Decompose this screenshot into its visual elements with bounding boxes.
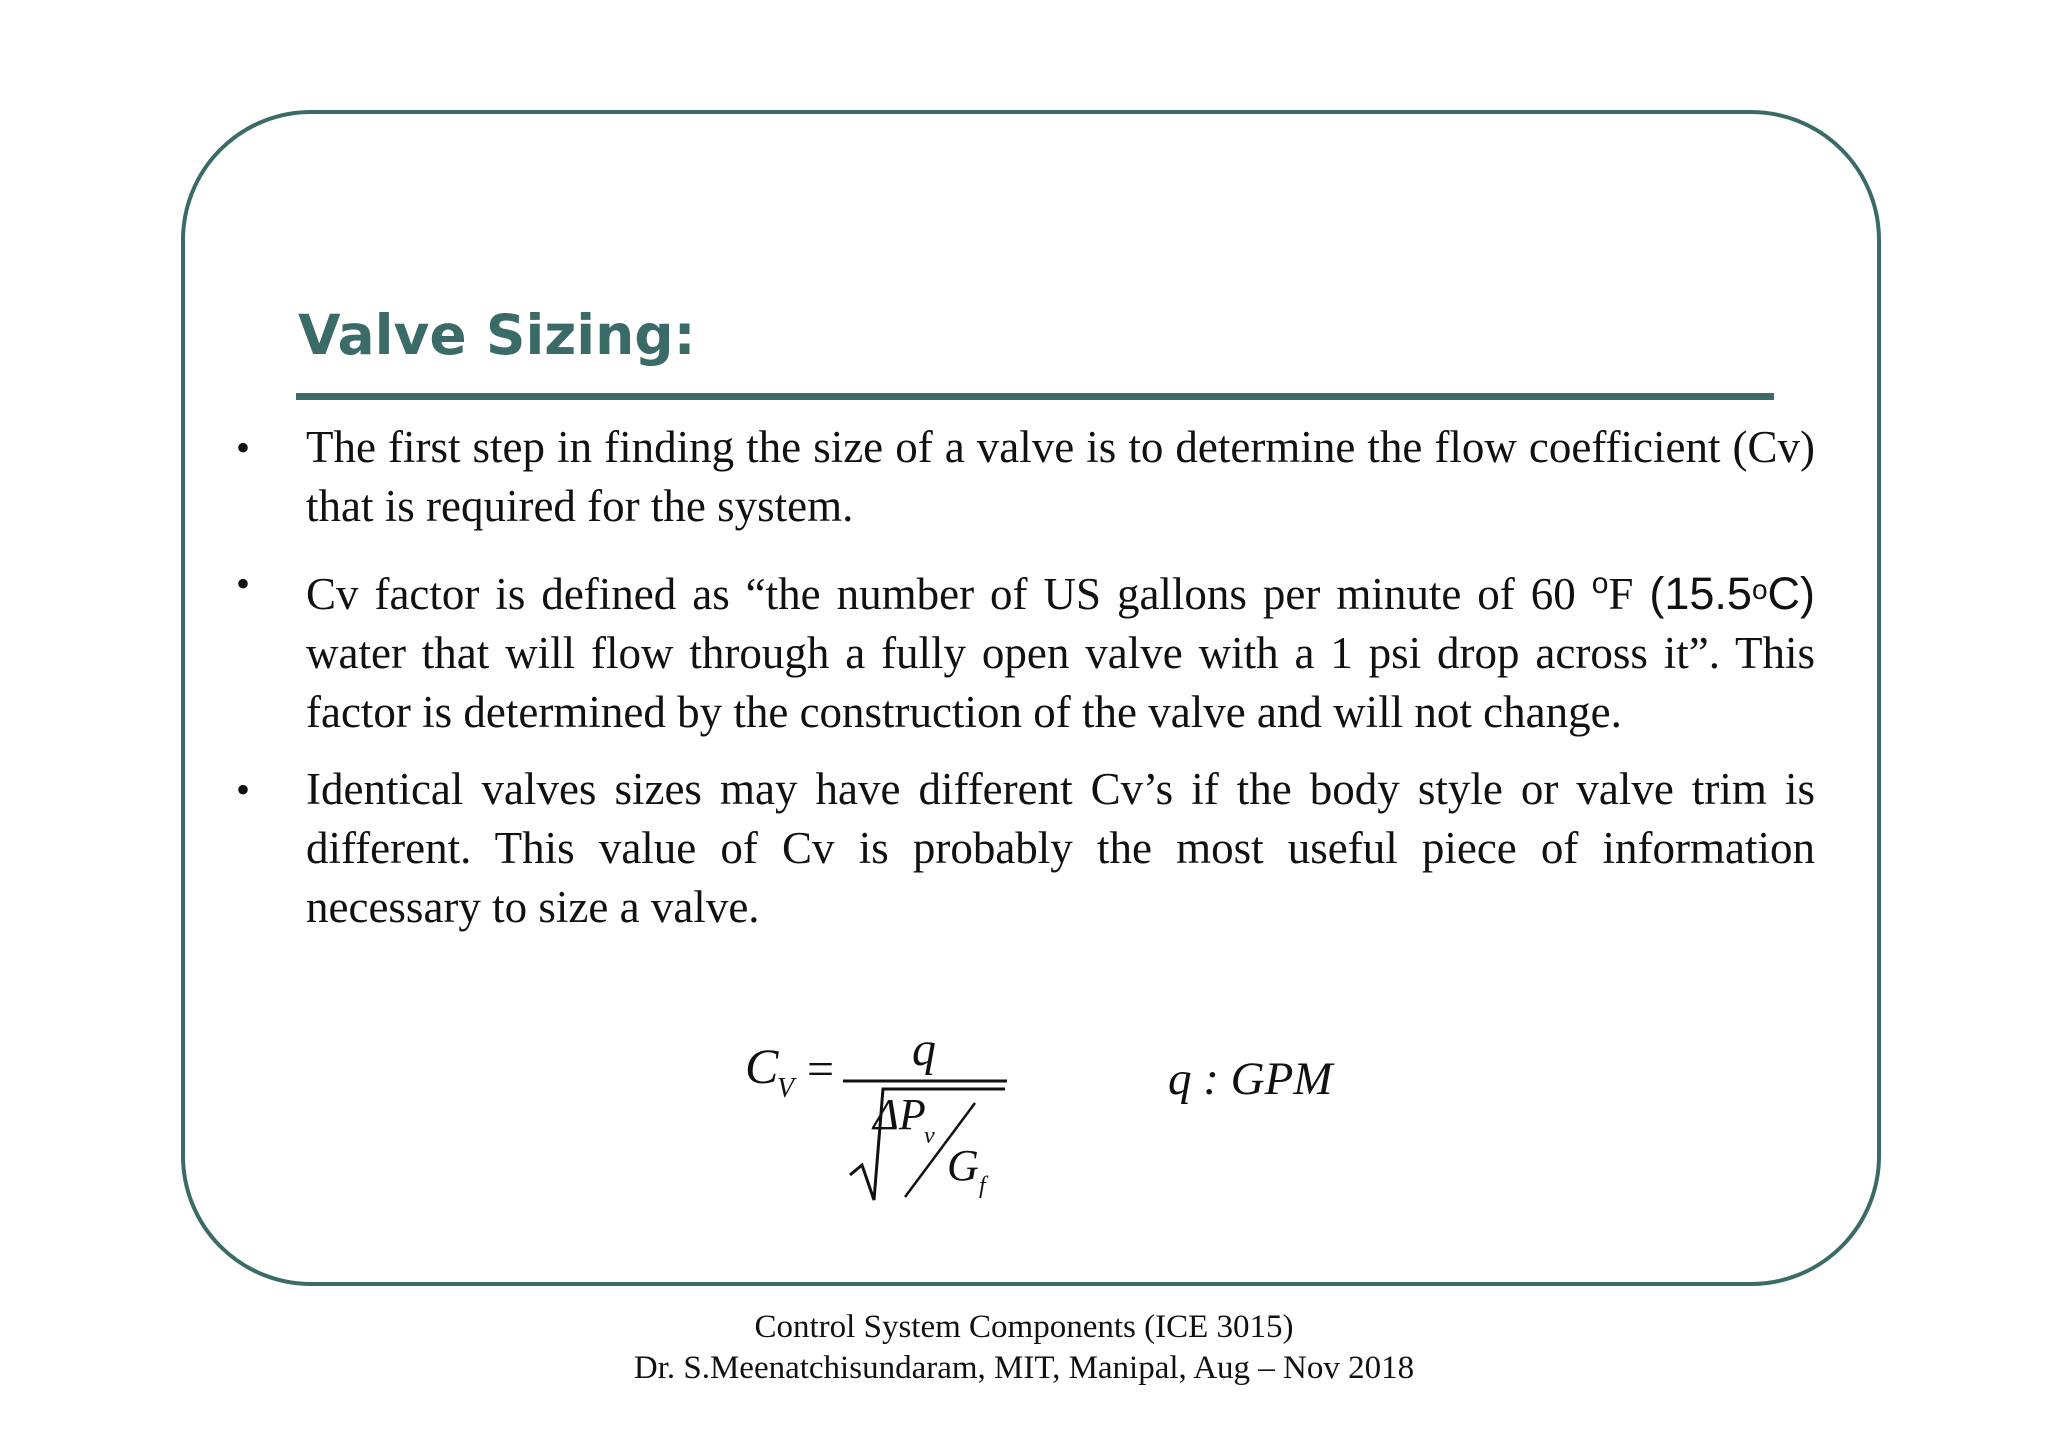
title-underline <box>296 393 1774 400</box>
celsius-open: (15.5 <box>1649 568 1752 619</box>
formula-delta-p-sub: v <box>924 1123 935 1149</box>
degree-sup-c: o <box>1751 574 1768 605</box>
bullet-text-3: Identical valves sizes may have different Cv’s if the body style or valve trim is different. This value of Cv is probably the most useful piece of information necessary to size a valve. <box>306 764 1815 932</box>
bullet-icon: • <box>236 561 251 606</box>
footer-course: Control System Components (ICE 3015) <box>754 1309 1294 1345</box>
bullet-list <box>230 418 1815 955</box>
formula-side-note: q : GPM <box>1168 1053 1333 1105</box>
slide-title: Valve Sizing: <box>298 303 696 367</box>
degree-sup-f: o <box>1591 567 1609 600</box>
celsius-close: C) <box>1767 568 1816 619</box>
bullet-item-1 <box>230 418 1815 536</box>
formula-delta-p: ΔP <box>873 1090 926 1139</box>
formula-equals: = <box>807 1043 835 1096</box>
cv-formula-graphic <box>735 1025 1135 1225</box>
cv-formula <box>735 1025 1135 1225</box>
footer-author: Dr. S.Meenatchisundaram, MIT, Manipal, Aug – Nov 2018 <box>633 1350 1415 1386</box>
bullet-item-3 <box>230 760 1815 937</box>
formula-lhs: C <box>745 1038 779 1094</box>
unit-fahrenheit: F <box>1608 569 1634 619</box>
bullet-item-2 <box>230 554 1815 742</box>
formula-denominator: G <box>947 1141 979 1190</box>
bullet-icon: • <box>236 767 251 812</box>
bullet-icon: • <box>236 425 251 470</box>
formula-numerator: q <box>912 1023 936 1076</box>
bullet-text-1: The first step in finding the size of a valve is to determine the flow coefficient (Cv) that is required for the system. <box>306 422 1815 531</box>
bullet-text-2a: Cv factor is defined as “the number of US gallons per minute of 60 <box>306 569 1592 619</box>
formula-lhs-sub: V <box>777 1073 795 1104</box>
bullet-text-2b: water that will flow through a fully open valve with a 1 psi drop across it”. This factor is determined by the construction of the valve and will not change. <box>306 628 1815 737</box>
formula-denominator-sub: f <box>979 1173 986 1199</box>
